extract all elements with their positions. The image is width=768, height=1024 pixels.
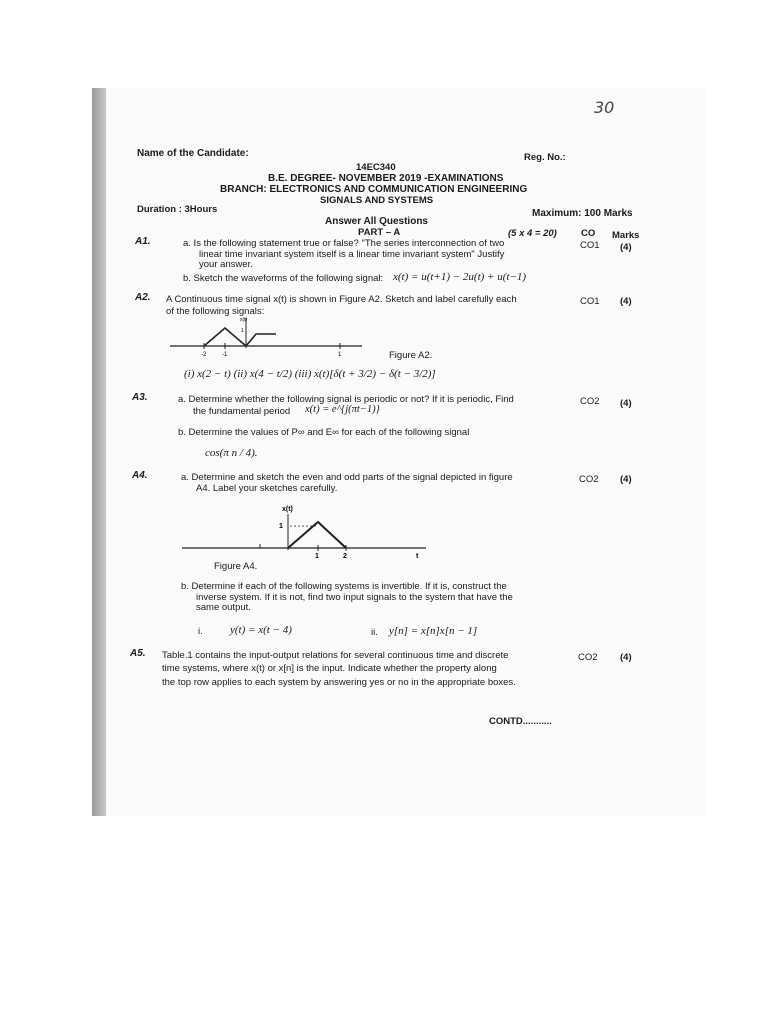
a4-part-b-line2: inverse system. If it is not, find two input signals to the system that have the — [196, 592, 513, 603]
figure-a4-tick-label: 1 — [315, 553, 319, 560]
a1-part-a-line3: your answer. — [199, 259, 253, 270]
a4-part-a-line2: A4. Label your sketches carefully. — [196, 483, 338, 494]
a1-part-a-line1: a. Is the following statement true or false? "The series interconnection of two — [183, 238, 505, 249]
figure-a2-graph — [168, 314, 364, 360]
a4-part-b-line1: b. Determine if each of the following systems is invertible. If it is, construct the — [181, 581, 507, 592]
a3-part-a-line1: a. Determine whether the following signal is periodic or not? If it is periodic, Find — [178, 394, 514, 405]
figure-a4-ylabel: x(t) — [282, 506, 293, 513]
a1-marks: (4) — [620, 242, 632, 253]
figure-a4-axis-label: t — [416, 553, 419, 560]
duration: Duration : 3Hours — [137, 204, 218, 215]
figure-a4-signal — [288, 522, 346, 548]
figure-a2-ylabel: x(t) — [240, 317, 248, 323]
a4-system-i-label: i. — [198, 626, 203, 637]
a3-part-b-equation: cos(π n / 4). — [205, 447, 258, 459]
a3-part-b-line: b. Determine the values of P∞ and E∞ for each of the following signal — [178, 427, 470, 438]
continued-label: CONTD........... — [489, 716, 552, 727]
figure-a4-peak-label: 1 — [279, 523, 283, 530]
a1-co: CO1 — [580, 240, 600, 251]
question-number-a1: A1. — [135, 236, 151, 247]
question-number-a3: A3. — [132, 392, 148, 403]
figure-a2-caption: Figure A2. — [389, 350, 433, 361]
a1-part-a-line2: linear time invariant system itself is a linear time invariant system" Justify — [199, 249, 505, 260]
scan-shadow-edge — [92, 88, 106, 816]
a4-part-b-line3: same output. — [196, 602, 251, 613]
part-marks: (5 x 4 = 20) — [508, 228, 557, 239]
figure-a2-peak-label: 1 — [241, 328, 244, 334]
a2-options: (i) x(2 − t) (ii) x(4 − t/2) (iii) x(t)[δ(t + 3/2) − δ(t − 3/2)] — [184, 368, 436, 380]
question-number-a2: A2. — [135, 292, 151, 303]
a5-line2: time systems, where x(t) or x[n] is the input. Indicate whether the property along — [162, 663, 497, 674]
a5-line3: the top row applies to each system by answering yes or no in the appropriate boxes. — [162, 677, 516, 688]
figure-a4-caption: Figure A4. — [214, 561, 258, 572]
a3-marks: (4) — [620, 398, 632, 409]
instruction: Answer All Questions — [325, 216, 428, 227]
figure-a2-tick-label: -1 — [222, 352, 228, 358]
a4-system-ii-label: ii. — [371, 627, 378, 638]
a3-co: CO2 — [580, 396, 600, 407]
figure-a4-tick-label: 2 — [343, 553, 347, 560]
branch-title: BRANCH: ELECTRONICS AND COMMUNICATION ENGINEERING — [220, 184, 528, 195]
subject-title: SIGNALS AND SYSTEMS — [320, 195, 434, 206]
candidate-name-label: Name of the Candidate: — [137, 148, 249, 159]
a2-co: CO1 — [580, 296, 600, 307]
a4-system-i-equation: y(t) = x(t − 4) — [230, 624, 292, 636]
a5-marks: (4) — [620, 652, 632, 663]
figure-a2-tick-label: 1 — [338, 352, 342, 358]
figure-a2-tick-label: -2 — [201, 352, 207, 358]
question-number-a4: A4. — [132, 470, 148, 481]
a5-line1: Table.1 contains the input-output relations for several continuous time and discrete — [162, 650, 509, 661]
a2-marks: (4) — [620, 296, 632, 307]
a4-part-a-line1: a. Determine and sketch the even and odd parts of the signal depicted in figure — [181, 472, 513, 483]
a1-part-b-equation: x(t) = u(t+1) − 2u(t) + u(t−1) — [393, 271, 527, 283]
part-label: PART – A — [358, 227, 401, 238]
a2-line1: A Continuous time signal x(t) is shown in Figure A2. Sketch and label carefully each — [166, 294, 517, 305]
a3-part-a-line2: the fundamental period — [193, 406, 291, 417]
question-number-a5: A5. — [130, 648, 146, 659]
a5-co: CO2 — [578, 652, 598, 663]
figure-a2-signal — [204, 328, 276, 346]
exam-title: B.E. DEGREE- NOVEMBER 2019 -EXAMINATIONS — [268, 173, 504, 184]
a4-co: CO2 — [579, 474, 599, 485]
co-header: CO — [581, 228, 596, 239]
reg-no-label: Reg. No.: — [524, 152, 566, 163]
figure-a4-graph — [180, 500, 430, 562]
a4-system-ii-equation: y[n] = x[n]x[n − 1] — [389, 625, 478, 637]
course-code: 14EC340 — [356, 162, 396, 173]
a1-part-b-text: b. Sketch the waveforms of the following signal: — [183, 273, 384, 284]
a3-part-a-equation: x(t) = e^{j(πt−1)} — [305, 404, 380, 415]
a4-marks: (4) — [620, 474, 632, 485]
maximum-marks: Maximum: 100 Marks — [532, 208, 633, 219]
a2-line2: of the following signals: — [166, 306, 265, 317]
handwritten-page-number: 30 — [594, 98, 615, 117]
marks-header: Marks — [612, 230, 640, 241]
